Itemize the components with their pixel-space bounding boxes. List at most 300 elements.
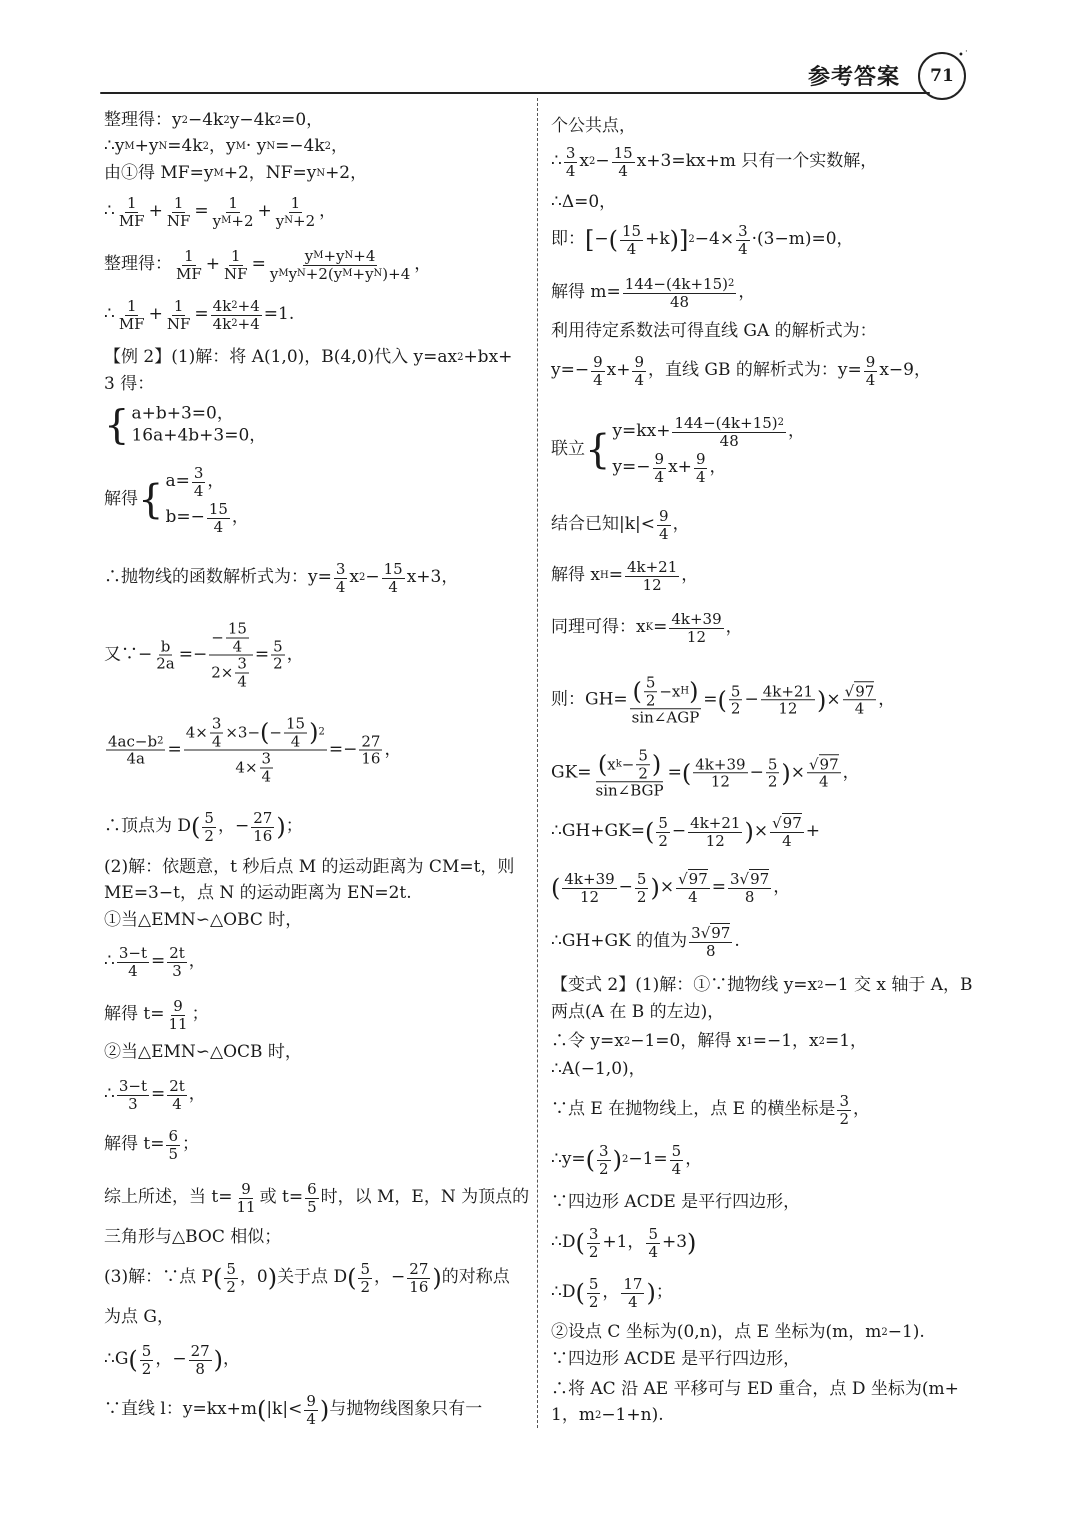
text: 3 xyxy=(738,222,748,240)
text: +4 xyxy=(353,247,376,265)
text: × xyxy=(826,689,841,710)
radicand: 97 xyxy=(711,924,731,942)
superscript: 2 xyxy=(621,1154,629,1165)
text: 2 xyxy=(360,1277,371,1296)
text: = xyxy=(150,951,166,972)
fraction xyxy=(154,638,177,672)
fraction xyxy=(117,195,147,229)
fraction xyxy=(334,561,348,595)
numerator xyxy=(210,716,224,734)
fraction xyxy=(621,1276,644,1310)
text: ②当△EMN∽△OCB 时， xyxy=(104,1042,302,1063)
text: 4a xyxy=(126,749,145,768)
numerator xyxy=(587,1276,601,1294)
text: =1， xyxy=(825,1031,868,1052)
text: 2 xyxy=(599,1159,609,1178)
text: 9 xyxy=(654,450,665,468)
bracket: ) xyxy=(817,686,827,714)
text-line xyxy=(551,559,698,593)
fraction xyxy=(864,354,878,388)
text-line xyxy=(551,1406,664,1426)
denominator xyxy=(616,163,630,180)
numerator xyxy=(669,611,723,629)
superscript: 2 xyxy=(727,278,735,290)
text: NF xyxy=(166,211,191,230)
fraction xyxy=(676,871,710,905)
numerator xyxy=(694,451,708,469)
fraction xyxy=(694,451,708,485)
text: 或 t= xyxy=(259,1187,304,1208)
denominator xyxy=(210,733,224,750)
text-line xyxy=(104,716,401,785)
superscript: 2 xyxy=(457,351,464,363)
denominator xyxy=(260,768,274,785)
denominator xyxy=(636,765,650,782)
text: 则：GH= xyxy=(551,689,628,710)
text: 2 xyxy=(638,763,648,782)
system-line xyxy=(612,415,805,449)
text-line xyxy=(104,164,367,184)
text-line xyxy=(551,871,790,905)
bracket: ( xyxy=(128,1346,138,1374)
text-line xyxy=(551,1350,800,1370)
denominator xyxy=(192,483,206,500)
numerator xyxy=(182,248,196,266)
text: 4k+39 xyxy=(564,870,615,888)
text: ， xyxy=(188,1084,206,1105)
text: = xyxy=(653,617,668,638)
numerator xyxy=(636,747,650,765)
denominator xyxy=(694,469,708,486)
text: ， xyxy=(286,644,304,665)
subscript: N xyxy=(284,214,293,226)
text: 3 得： xyxy=(104,374,155,395)
denominator xyxy=(564,163,578,180)
text-line xyxy=(551,815,820,849)
text: ∴将 AC 沿 AE 平移可与 ED 重合，点 D 坐标为(m+ xyxy=(551,1379,959,1400)
text: +4 xyxy=(237,314,260,333)
fraction xyxy=(562,871,616,905)
numerator xyxy=(382,561,405,579)
fraction xyxy=(207,501,230,535)
text: 2 xyxy=(204,826,214,845)
text: + xyxy=(257,201,272,222)
fraction xyxy=(140,1343,154,1377)
text: ，− xyxy=(217,816,250,837)
denominator xyxy=(233,751,277,785)
denominator xyxy=(170,963,184,980)
text: +2， xyxy=(325,163,368,184)
text: ∴D xyxy=(551,1232,576,1253)
text: = xyxy=(251,254,266,275)
denominator xyxy=(231,638,245,655)
text: x+3， xyxy=(406,567,459,588)
text: 12 xyxy=(710,772,730,791)
text: 5 xyxy=(168,1144,179,1163)
fraction xyxy=(174,248,204,282)
text: 12 xyxy=(579,887,600,906)
text: 4k xyxy=(212,297,232,315)
bracket: ( xyxy=(551,874,561,902)
bracket: ) xyxy=(687,1229,697,1257)
text: 15 xyxy=(286,714,306,733)
text: 5 xyxy=(307,1197,317,1216)
text: ·(3−m)=0， xyxy=(751,229,854,250)
denominator xyxy=(837,1111,851,1128)
numerator xyxy=(864,354,878,372)
denominator xyxy=(704,833,727,850)
text: + xyxy=(805,821,820,842)
text: 4 xyxy=(261,767,272,785)
fraction xyxy=(688,815,742,849)
fraction xyxy=(166,998,189,1032)
fraction xyxy=(192,465,206,499)
text: ∴y xyxy=(104,136,125,157)
denominator xyxy=(211,213,256,230)
text-line xyxy=(104,195,336,229)
fraction xyxy=(224,1261,238,1295)
text-line xyxy=(104,375,154,395)
fraction xyxy=(670,1143,684,1177)
text: 5 xyxy=(360,1260,371,1278)
bracket: ) xyxy=(267,1264,278,1292)
denominator xyxy=(407,1279,430,1296)
text: 时，以 M，E，N 为顶点的 xyxy=(320,1187,530,1208)
text: =−1，x xyxy=(752,1031,819,1052)
text: GK= xyxy=(551,762,592,783)
text: −1). xyxy=(887,1322,925,1343)
text: 1 xyxy=(184,247,194,265)
text: = xyxy=(150,1084,166,1105)
numerator xyxy=(807,756,841,774)
fraction xyxy=(672,415,786,449)
text: ， xyxy=(773,877,791,898)
text: ∵四边形 ACDE 是平行四边形， xyxy=(551,1192,801,1213)
denominator xyxy=(166,1016,189,1033)
text: ∴D xyxy=(551,1282,576,1303)
numerator xyxy=(644,674,658,692)
text: 又∵− xyxy=(104,644,153,665)
denominator xyxy=(743,889,757,906)
text: 4 xyxy=(388,577,398,596)
denominator xyxy=(635,889,649,906)
text: 4 xyxy=(128,961,138,980)
numerator xyxy=(224,1261,238,1279)
text: 1 xyxy=(228,194,238,212)
numerator xyxy=(635,871,649,889)
text: 2 xyxy=(730,699,741,718)
text: =4k xyxy=(167,136,203,157)
fraction xyxy=(226,621,249,655)
superscript: 2 xyxy=(181,114,188,126)
text: −1+n). xyxy=(601,1405,664,1426)
numerator xyxy=(837,1093,851,1111)
text: 5 xyxy=(226,1260,236,1278)
denominator xyxy=(234,1199,257,1216)
text: − xyxy=(269,723,282,742)
text: ∴ xyxy=(104,201,115,222)
denominator xyxy=(657,526,671,543)
numerator xyxy=(140,1343,154,1361)
text: y=− xyxy=(612,457,651,478)
radicand: 97 xyxy=(855,682,875,700)
text: 27 xyxy=(190,1342,210,1360)
text: 12 xyxy=(686,627,707,646)
radical-sign-icon: √ xyxy=(678,870,688,888)
text: ， xyxy=(878,689,896,710)
text: 5 xyxy=(671,1142,682,1160)
text-line xyxy=(104,911,302,931)
text: ∵直线 l：y=kx+m xyxy=(104,1399,257,1420)
superscript: 2 xyxy=(688,234,695,245)
text: 的对称点 xyxy=(441,1267,510,1288)
text: 3 xyxy=(261,749,272,768)
text: =0， xyxy=(281,110,324,131)
text: 解得 m= xyxy=(551,282,621,303)
text-line xyxy=(551,415,805,485)
text-line xyxy=(104,810,303,844)
text: 3 xyxy=(730,870,740,888)
text: 2 xyxy=(767,772,778,791)
text-line xyxy=(104,402,267,448)
text: × xyxy=(659,877,675,898)
text: ∴Δ=0， xyxy=(551,192,617,213)
text: x xyxy=(579,151,589,172)
numerator xyxy=(289,195,303,213)
text: 5 xyxy=(204,809,214,827)
text: (2)解：依题意，t 秒后点 M 的运动距离为 CM=t，则 xyxy=(104,857,515,878)
text: 5 xyxy=(767,755,778,773)
text: 17 xyxy=(623,1275,643,1293)
text: ，− xyxy=(155,1349,187,1370)
square-root xyxy=(772,815,802,832)
numerator xyxy=(172,298,186,316)
text-line xyxy=(551,276,755,310)
text: ， xyxy=(223,1349,241,1370)
text: NF xyxy=(224,264,248,283)
text-line xyxy=(104,248,431,282)
text: 3 xyxy=(335,560,346,578)
text: ，0 xyxy=(239,1267,268,1288)
fraction xyxy=(167,1078,187,1112)
radicand: 97 xyxy=(688,870,708,888)
text: 5 xyxy=(636,870,647,888)
text: 5 xyxy=(658,814,668,832)
bracket: ) xyxy=(651,750,662,779)
text: +y xyxy=(134,136,159,157)
bracket: [ xyxy=(585,226,595,254)
denominator xyxy=(124,751,147,768)
bracket: ( xyxy=(191,813,201,841)
text: ，− xyxy=(374,1267,406,1288)
text: 解得 x xyxy=(551,565,600,586)
text: 综上所述，当 t= xyxy=(104,1187,233,1208)
text: 2t xyxy=(169,1077,185,1095)
numerator xyxy=(209,621,253,656)
fraction xyxy=(653,451,667,485)
fraction xyxy=(189,1343,212,1377)
numerator xyxy=(587,1226,601,1244)
text: 9 xyxy=(659,507,669,525)
text: · y xyxy=(245,136,267,157)
text: 同理可得：x xyxy=(551,617,646,638)
text: ， xyxy=(842,762,860,783)
fraction xyxy=(210,716,224,750)
text: 4k+39 xyxy=(671,610,722,628)
text: ， xyxy=(725,617,743,638)
text: (3)解：∵点 P xyxy=(104,1267,213,1288)
numerator xyxy=(189,1343,212,1361)
numerator xyxy=(623,276,737,294)
superscript: 2 xyxy=(157,735,164,747)
denominator xyxy=(154,656,177,673)
subscript: N xyxy=(344,250,354,262)
text: 3−t xyxy=(118,1077,147,1095)
text-line xyxy=(104,998,209,1032)
denominator xyxy=(211,316,262,333)
text-line xyxy=(551,1193,800,1213)
numerator xyxy=(407,1261,430,1279)
subscript: 1 xyxy=(746,1035,753,1047)
numerator xyxy=(562,871,616,889)
system-lines xyxy=(131,404,266,445)
text: 2 xyxy=(645,690,656,709)
decorative-dots-icon: •˙ xyxy=(958,50,969,61)
text: ME=3−t，点 N 的运动距离为 EN=2t. xyxy=(104,883,412,904)
radical-sign-icon: √ xyxy=(739,870,750,888)
text: −1 交 x 轴于 A，B xyxy=(823,975,973,996)
text: ； xyxy=(182,1134,200,1155)
fraction xyxy=(597,1143,611,1177)
text: 12 xyxy=(778,699,798,718)
denominator xyxy=(686,889,700,906)
text: − xyxy=(671,821,687,842)
text: − xyxy=(618,877,633,898)
superscript: 2 xyxy=(588,156,596,167)
text: 4k+21 xyxy=(690,814,741,832)
page-number: 71 xyxy=(918,52,966,100)
denominator xyxy=(668,294,691,311)
text-line xyxy=(551,145,877,179)
text: × xyxy=(753,821,769,842)
text-line xyxy=(551,322,877,342)
text-line xyxy=(551,747,860,799)
fraction xyxy=(304,1393,318,1427)
superscript: 2 xyxy=(777,417,785,429)
text: 3 xyxy=(588,1225,599,1243)
numerator xyxy=(202,810,216,828)
text: − xyxy=(595,151,610,172)
text: 4 xyxy=(213,517,224,536)
text: +4 xyxy=(237,297,260,315)
text: 4 xyxy=(659,524,669,543)
text: ∴ xyxy=(104,1084,115,1105)
radical-sign-icon: √ xyxy=(772,814,782,832)
numerator xyxy=(117,945,149,963)
denominator xyxy=(271,656,285,673)
fraction xyxy=(807,756,841,790)
fraction xyxy=(630,674,702,726)
text: ， xyxy=(852,1099,870,1120)
denominator xyxy=(864,372,878,389)
superscript: 2 xyxy=(623,1035,631,1047)
text: 利用待定系数法可得直线 GA 的解析式为： xyxy=(551,321,877,342)
text: 11 xyxy=(236,1197,256,1216)
numerator xyxy=(656,815,670,833)
numerator xyxy=(226,195,240,213)
text: = xyxy=(167,739,182,760)
bracket: ) xyxy=(432,1264,442,1292)
text-line xyxy=(551,925,740,959)
bracket: ) xyxy=(689,677,699,706)
text: 2 xyxy=(588,1292,599,1311)
text: 4 xyxy=(671,1159,682,1178)
text-line xyxy=(551,1276,673,1310)
text: y xyxy=(288,264,298,283)
bracket: ( xyxy=(347,1264,357,1292)
superscript: 2 xyxy=(318,726,325,738)
fraction xyxy=(167,945,187,979)
numerator xyxy=(117,1078,149,1096)
subscript: 2 xyxy=(818,1035,825,1047)
denominator xyxy=(653,469,667,486)
fraction xyxy=(635,871,649,905)
text: 16a+4b+3=0， xyxy=(131,425,267,445)
text: ， xyxy=(602,1282,620,1303)
left-brace-icon: { xyxy=(585,427,611,473)
bracket: ( xyxy=(212,1264,223,1292)
text: a+b+3=0， xyxy=(131,403,234,424)
fraction xyxy=(359,733,382,767)
text: −x xyxy=(659,682,681,700)
text: 15 xyxy=(613,144,633,162)
text: 8 xyxy=(744,887,755,906)
text: 4k+21 xyxy=(762,682,814,700)
denominator xyxy=(251,828,274,845)
fraction xyxy=(689,925,732,959)
denominator xyxy=(704,943,718,960)
bracket: ) xyxy=(744,818,754,846)
denominator xyxy=(776,701,799,718)
text: 27 xyxy=(409,1260,429,1278)
denominator xyxy=(766,774,780,791)
text: 1 xyxy=(126,194,137,212)
denominator xyxy=(117,213,147,230)
text: 2t xyxy=(169,944,185,962)
text: 4 xyxy=(193,481,204,500)
fraction xyxy=(202,810,216,844)
text: sin∠AGP xyxy=(631,708,700,727)
text: b xyxy=(160,637,171,655)
bracket: ) xyxy=(781,759,791,787)
bracket: ( xyxy=(717,686,727,714)
text: 4 xyxy=(819,772,829,791)
text: ； xyxy=(285,816,303,837)
denominator xyxy=(126,963,140,980)
text: 4 xyxy=(626,239,637,258)
text: x xyxy=(349,567,359,588)
text-line xyxy=(104,348,512,368)
text: +2，NF=y xyxy=(223,163,317,184)
text: 4 xyxy=(565,161,576,180)
page-header-title: 参考答案 xyxy=(808,65,901,90)
denominator xyxy=(587,1294,601,1311)
radical-sign-icon: √ xyxy=(844,682,855,700)
numerator xyxy=(167,1078,187,1096)
text: MF xyxy=(176,264,202,283)
text: 3 xyxy=(211,714,222,733)
fraction xyxy=(693,756,747,790)
